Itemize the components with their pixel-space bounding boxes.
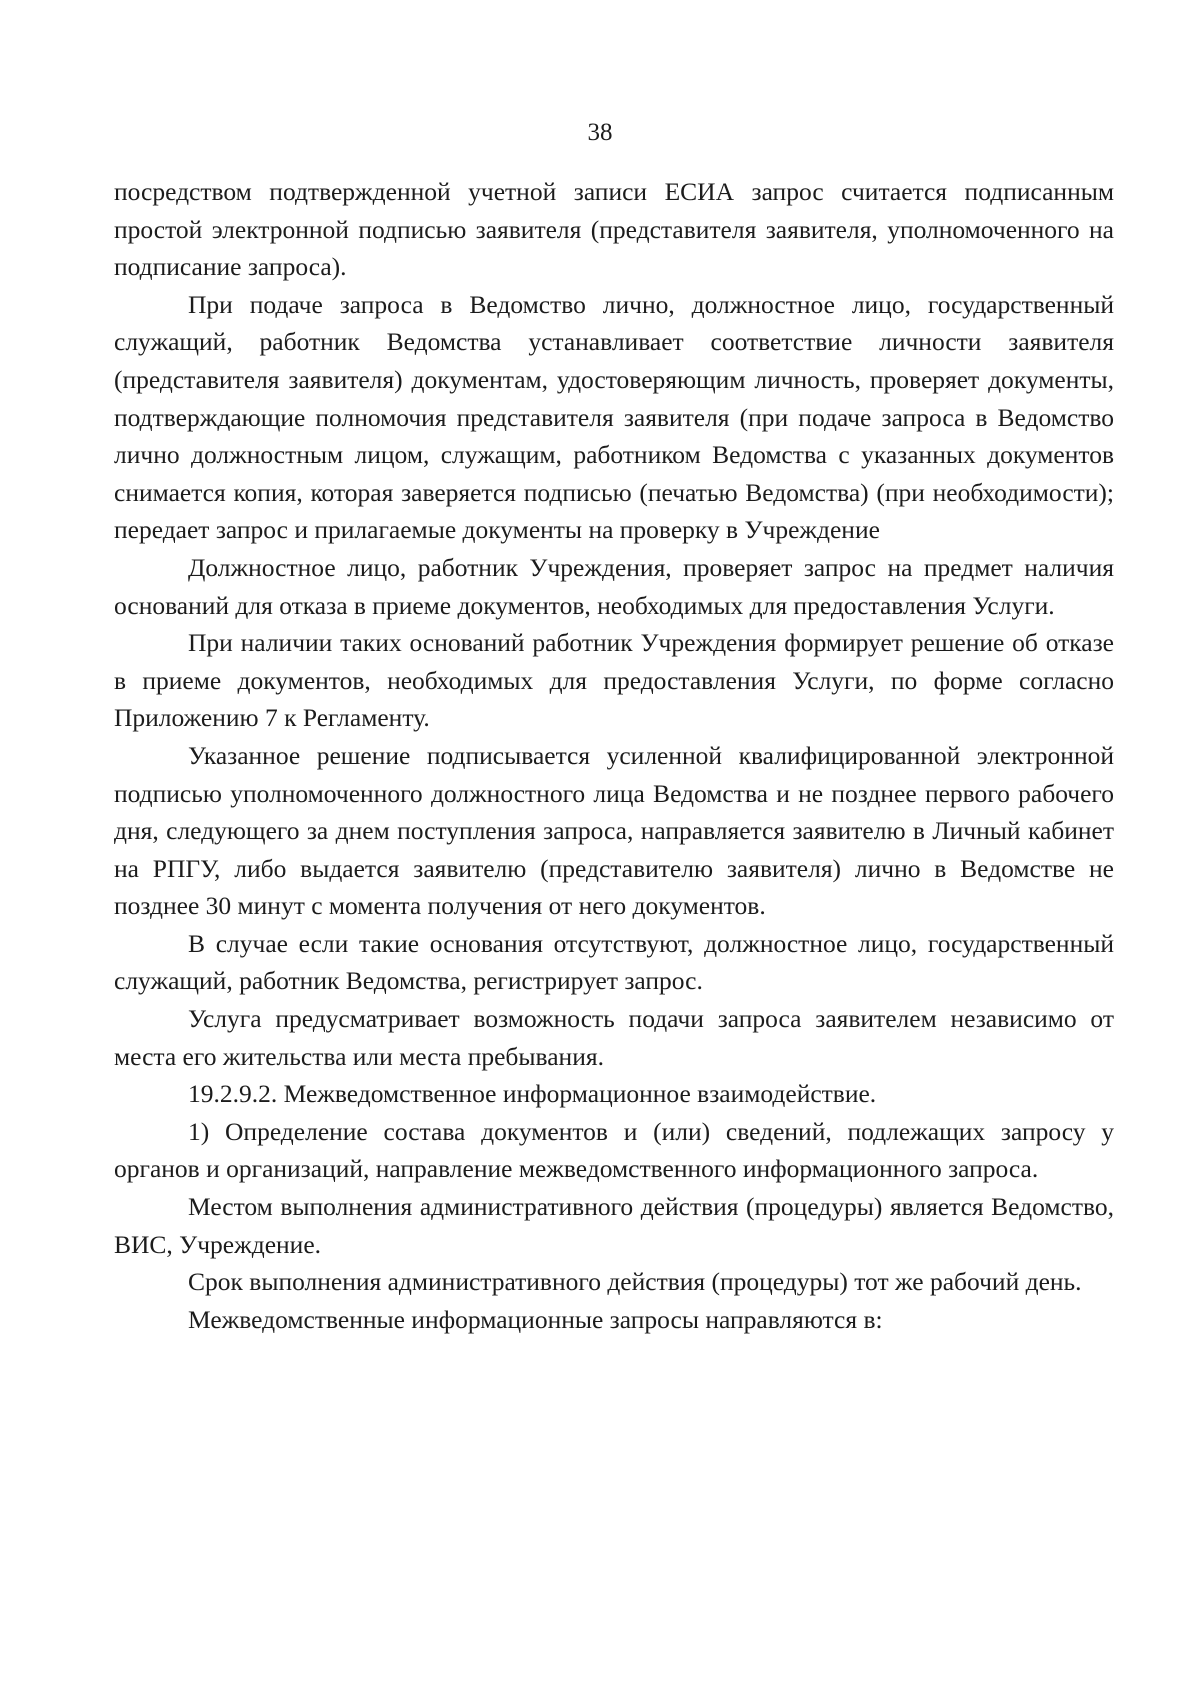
paragraph-registration: В случае если такие основания отсутствуют, должностное лицо, государственный служащий, работник Ведомства, регистрирует запрос. bbox=[114, 928, 1114, 996]
paragraph-extraterritorial: Услуга предусматривает возможность подачи запроса заявителем независимо от места его жительства или места пребывания. bbox=[114, 1004, 1114, 1071]
paragraph-grounds-check: Должностное лицо, работник Учреждения, проверяет запрос на предмет наличия оснований для отказа в приеме документов, необходимых для предоставления Услуги. bbox=[114, 552, 1114, 620]
section-heading-19-2-9-2: 19.2.9.2. Межведомственное информационное взаимодействие. bbox=[188, 1079, 877, 1109]
paragraph-place-of-execution: Местом выполнения административного действия (процедуры) является Ведомство, ВИС, Учреждение. bbox=[114, 1192, 1114, 1259]
paragraph-requests-sent-to: Межведомственные информационные запросы направляются в: bbox=[188, 1304, 883, 1334]
paragraph-decision-signing: Указанное решение подписывается усиленной квалифицированной электронной подписью уполномоченного должностного лица Ведомства и не позднее первого рабочего дня, следующего за днем поступления запроса, направляется заявителю в Личный кабинет на РПГУ, либо выдается заявителю (представителю заявителя) лично в Ведомстве не позднее 30 минут с момента получения от него документов. bbox=[114, 740, 1114, 921]
paragraph-continuation: посредством подтвержденной учетной записи ЕСИА запрос считается подписанным простой электронной подписью заявителя (представителя заявителя, уполномоченного на подписание запроса). bbox=[114, 177, 1114, 282]
page-number: 38 bbox=[587, 119, 613, 146]
paragraph-in-person-submission: При подаче запроса в Ведомство лично, должностное лицо, государственный служащий, работник Ведомства устанавливает соответствие личности заявителя (представителя заявителя) документам, удостоверяющим личность, проверяет документы, подтверждающие полномочия представителя заявителя (при подаче запроса в Ведомство лично должностным лицом, служащим, работником Ведомства с указанных документов снимается копия, которая заверяется подписью (печатью Ведомства) (при необходимости); передает запрос и прилагаемые документы на проверку в Учреждение bbox=[114, 289, 1114, 545]
paragraph-item-1: 1) Определение состава документов и (или) сведений, подлежащих запросу у органов и организаций, направление межведомственного информационного запроса. bbox=[114, 1116, 1114, 1184]
document-body bbox=[114, 173, 1114, 1338]
paragraph-execution-term: Срок выполнения административного действия (процедуры) тот же рабочий день. bbox=[188, 1267, 1082, 1297]
paragraph-refusal-decision: При наличии таких оснований работник Учреждения формирует решение об отказе в приеме документов, необходимых для предоставления Услуги, по форме согласно Приложению 7 к Регламенту. bbox=[114, 628, 1114, 733]
